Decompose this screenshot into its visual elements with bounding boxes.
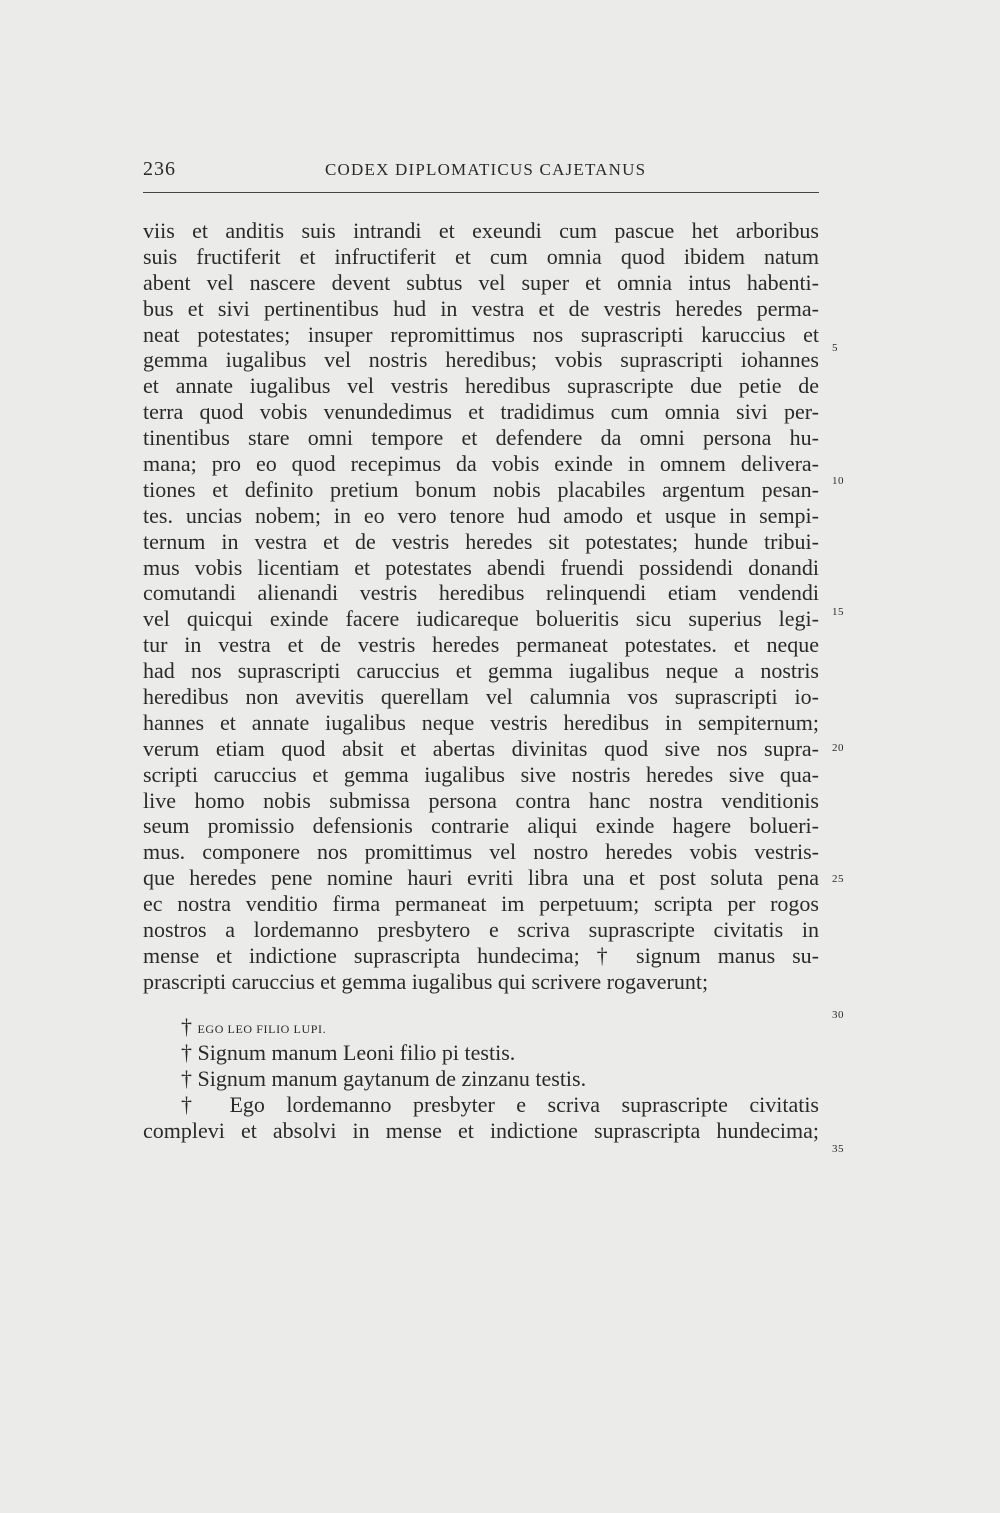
text-line: nostros a lordemanno presbytero e scriva suprascripte civitatis in xyxy=(143,917,819,943)
text-line: seum promissio defensionis contrarie aliqui exinde hagere bolueri- xyxy=(143,813,819,839)
text-line: suis fructiferit et infructiferit et cum omnia quod ibidem natum xyxy=(143,243,819,269)
text-line: ternum in vestra et de vestris heredes sit potestates; hunde tribui- xyxy=(143,528,819,554)
header-rule xyxy=(143,192,819,193)
signature-line: † Ego lordemanno presbyter e scriva suprascripte civitatis xyxy=(181,1091,819,1117)
signature-line: † Signum manum gaytanum de zinzanu testis. xyxy=(181,1065,587,1091)
text-line: tur in vestra et de vestris heredes permaneat potestates. et neque xyxy=(143,632,819,658)
text-line: gemma iugalibus vel nostris heredibus; vobis suprascripti iohannes xyxy=(143,347,819,373)
text-line: bus et sivi pertinentibus hud in vestra et de vestris heredes perma- xyxy=(143,295,819,321)
text-line: viis et anditis suis intrandi et exeundi cum pascue het arboribus xyxy=(143,218,819,243)
line-number: 20 xyxy=(832,742,844,754)
text-line: mus. componere nos promittimus vel nostro heredes vobis vestris- xyxy=(143,839,819,865)
line-number: 5 xyxy=(832,342,838,354)
text-line: had nos suprascripti caruccius et gemma iugalibus neque a nostris xyxy=(143,658,819,684)
text-line: tes. uncias nobem; in eo vero tenore hud amodo et usque in sempi- xyxy=(143,502,819,528)
text-line: scripti caruccius et gemma iugalibus sive nostris heredes sive qua- xyxy=(143,761,819,787)
text-line: mana; pro eo quod recepimus da vobis exinde in omnem delivera- xyxy=(143,451,819,477)
text-line: neat potestates; insuper repromittimus nos suprascripti karuccius et xyxy=(143,321,819,347)
text-line: mense et indictione suprascripta hundecima; † signum manus su- xyxy=(143,942,819,968)
cross-mark: † xyxy=(181,1014,198,1039)
charter-body-text xyxy=(143,218,819,995)
text-line: vel quicqui exinde facere iudicareque bolueritis sicu superius legi- xyxy=(143,606,819,632)
text-line: live homo nobis submissa persona contra hanc nostra venditionis xyxy=(143,787,819,813)
text-line: ec nostra venditio firma permaneat im perpetuum; scripta per rogos xyxy=(143,891,819,917)
line-number: 30 xyxy=(832,1009,844,1021)
text-line: prascripti caruccius et gemma iugalibus qui scrivere rogaverunt; xyxy=(143,968,709,994)
line-number: 10 xyxy=(832,475,844,487)
text-line: comutandi alienandi vestris heredibus relinquendi etiam vendendi xyxy=(143,580,819,606)
text-line: verum etiam quod absit et abertas divinitas quod sive nos supra- xyxy=(143,735,819,761)
text-line: et annate iugalibus vel vestris heredibus suprascripte due petie de xyxy=(143,373,819,399)
text-line: terra quod vobis venundedimus et tradidimus cum omnia sivi per- xyxy=(143,399,819,425)
text-line: abent vel nascere devent subtus vel super et omnia intus habenti- xyxy=(143,269,819,295)
text-line: mus vobis licentiam et potestates abendi fruendi possidendi donandi xyxy=(143,554,819,580)
text-line: tinentibus stare omni tempore et defendere da omni persona hu- xyxy=(143,425,819,451)
page-number: 236 xyxy=(143,158,176,180)
text-line: que heredes pene nomine hauri evriti libra una et post soluta pena xyxy=(143,865,819,891)
text-line: tiones et definito pretium bonum nobis placabiles argentum pesan- xyxy=(143,476,819,502)
line-number: 25 xyxy=(832,873,844,885)
signature-line xyxy=(143,1014,819,1040)
line-number: 15 xyxy=(832,606,844,618)
signature-line: complevi et absolvi in mense et indictione suprascripta hundecima; xyxy=(143,1117,819,1143)
text-line: heredibus non avevitis querellam vel calumnia vos suprascripti io- xyxy=(143,684,819,710)
running-title: CODEX DIPLOMATICUS CAJETANUS xyxy=(325,160,647,179)
signature-block xyxy=(143,1014,819,1143)
signature-line: † Signum manum Leoni filio pi testis. xyxy=(181,1039,516,1065)
text-line: hannes et annate iugalibus neque vestris heredibus in sempiternum; xyxy=(143,709,819,735)
signature-small-caps: EGO LEO FILIO LUPI. xyxy=(197,1022,327,1036)
line-number: 35 xyxy=(832,1143,844,1155)
